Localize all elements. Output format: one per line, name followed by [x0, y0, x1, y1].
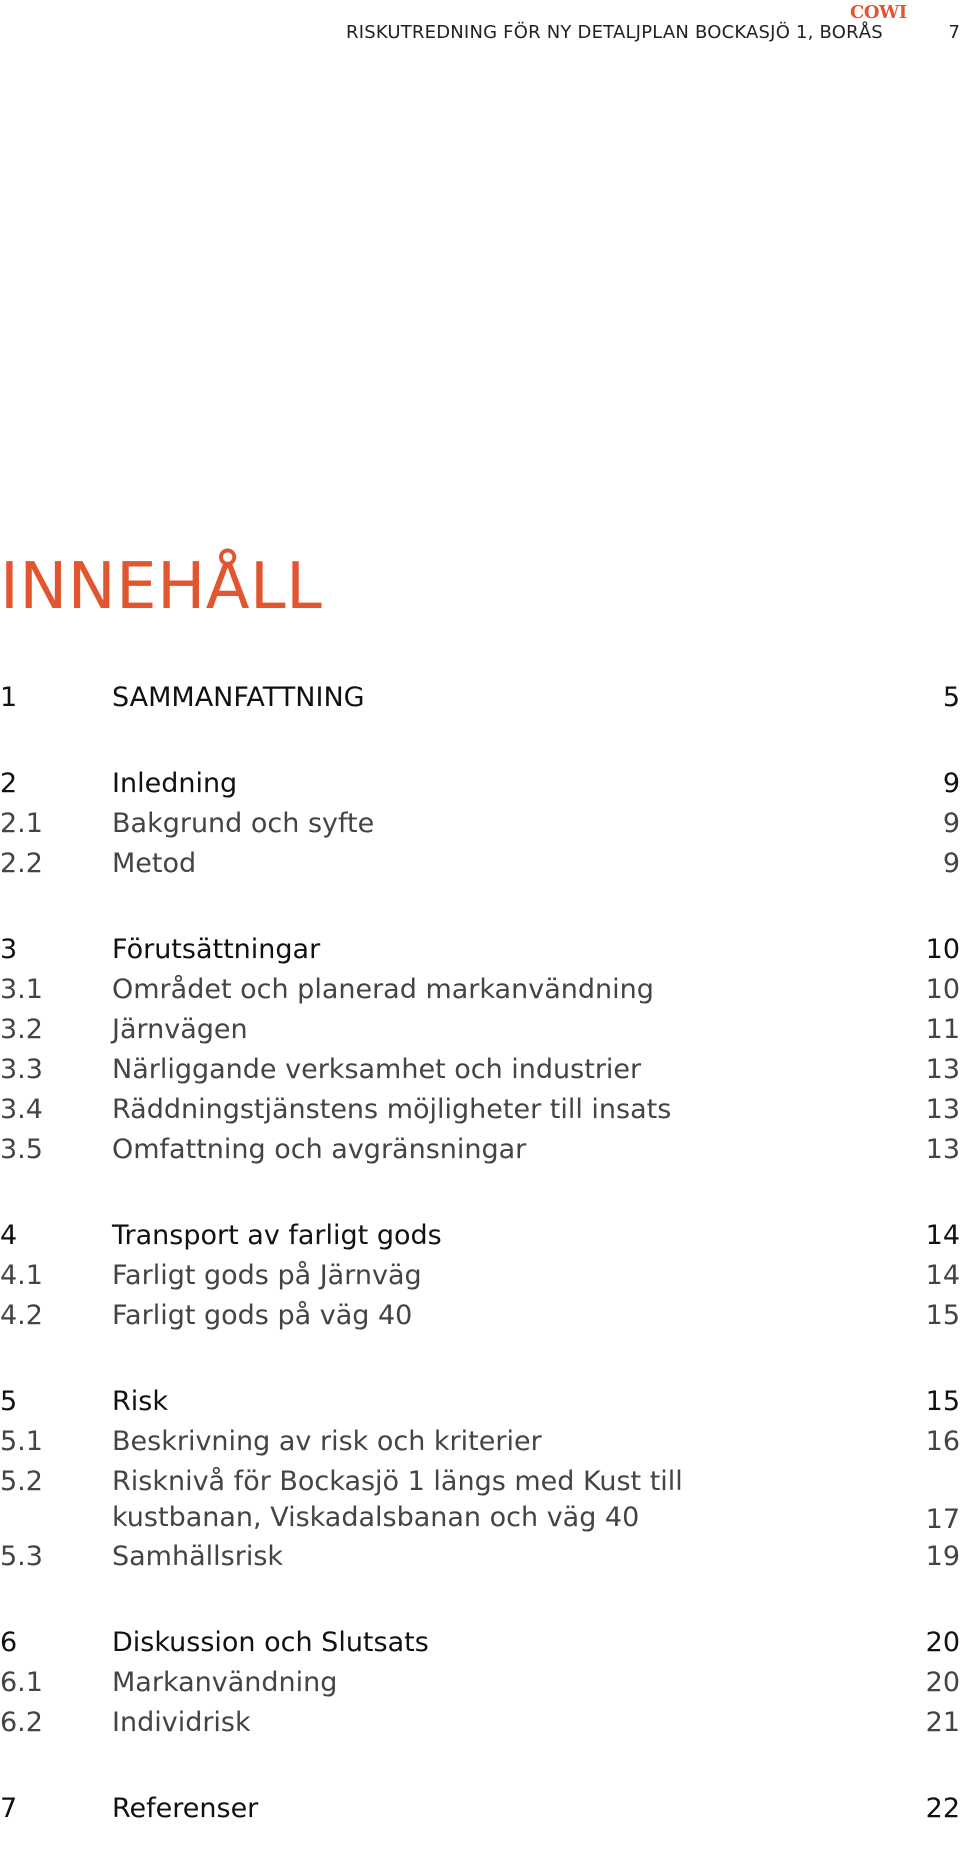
toc-entry-number: 1 — [0, 682, 18, 713]
toc-entry-label: Bakgrund och syfte — [112, 808, 375, 839]
toc-entry-number: 5.3 — [0, 1541, 43, 1572]
toc-entry-page: 11 — [925, 1014, 960, 1045]
toc-entry-number: 5.2 — [0, 1466, 43, 1497]
toc-entry-page: 15 — [925, 1386, 960, 1417]
toc-entry[interactable] — [0, 1256, 960, 1296]
toc-entry-label: Närliggande verksamhet och industrier — [112, 1054, 642, 1085]
toc-entry-page: 9 — [942, 848, 960, 879]
toc-entry-label: Området och planerad markanvändning — [112, 974, 654, 1005]
toc-entry[interactable] — [0, 1050, 960, 1090]
toc-entry[interactable] — [0, 1703, 960, 1743]
toc-entry-label: Risknivå för Bockasjö 1 längs med Kust till kustbanan, Viskadalsbanan och väg 40 — [112, 1466, 683, 1533]
toc-entry-label: Räddningstjänstens möjligheter till insats — [112, 1094, 672, 1125]
toc-entry-page: 21 — [925, 1707, 960, 1738]
toc-entry-label: Transport av farligt gods — [112, 1220, 442, 1251]
toc-entry[interactable] — [0, 930, 960, 970]
toc-entry-number: 3.4 — [0, 1094, 43, 1125]
toc-entry-page: 10 — [925, 974, 960, 1005]
toc-entry-number: 3 — [0, 934, 18, 965]
toc-entry-number: 7 — [0, 1793, 18, 1824]
toc-entry-page: 14 — [925, 1260, 960, 1291]
toc-entry-page: 22 — [925, 1793, 960, 1824]
toc-entry-page: 9 — [942, 768, 960, 799]
page-number: 7 — [948, 22, 960, 43]
table-of-contents — [0, 678, 960, 1875]
toc-entry[interactable] — [0, 678, 960, 718]
toc-section — [0, 1789, 960, 1829]
toc-entry-number: 2 — [0, 768, 18, 799]
toc-entry-page: 13 — [925, 1094, 960, 1125]
toc-entry-page: 5 — [942, 682, 960, 713]
toc-entry-page: 20 — [925, 1627, 960, 1658]
toc-entry-number: 5.1 — [0, 1426, 43, 1457]
toc-entry-page: 20 — [925, 1667, 960, 1698]
toc-entry-page: 17 — [925, 1504, 960, 1535]
toc-entry-label: Metod — [112, 848, 197, 879]
toc-entry[interactable] — [0, 1623, 960, 1663]
toc-entry-page: 13 — [925, 1134, 960, 1165]
toc-entry-page: 14 — [925, 1220, 960, 1251]
toc-section — [0, 1623, 960, 1743]
toc-entry-label: Omfattning och avgränsningar — [112, 1134, 527, 1165]
toc-entry-label: Referenser — [112, 1793, 259, 1824]
toc-entry-label: Farligt gods på Järnväg — [112, 1260, 422, 1291]
toc-section — [0, 1382, 960, 1577]
toc-heading: INNEHÅLL — [0, 550, 323, 624]
toc-entry[interactable] — [0, 1537, 960, 1577]
toc-entry-label: Järnvägen — [112, 1014, 248, 1045]
toc-entry[interactable] — [0, 844, 960, 884]
toc-entry[interactable] — [0, 1422, 960, 1462]
toc-entry[interactable] — [0, 1296, 960, 1336]
toc-entry[interactable] — [0, 1010, 960, 1050]
toc-entry[interactable] — [0, 1663, 960, 1703]
toc-entry-number: 6 — [0, 1627, 18, 1658]
toc-entry-number: 6.2 — [0, 1707, 43, 1738]
toc-entry-label: Förutsättningar — [112, 934, 321, 965]
toc-entry-label: Farligt gods på väg 40 — [112, 1300, 413, 1331]
toc-entry[interactable] — [0, 764, 960, 804]
toc-entry-number: 2.1 — [0, 808, 43, 839]
cowi-logo: COWI — [850, 2, 907, 23]
document-title: RISKUTREDNING FÖR NY DETALJPLAN BOCKASJÖ 1, BORÅS — [346, 22, 883, 43]
toc-entry-label: SAMMANFATTNING — [112, 682, 365, 713]
toc-entry-label: Markanvändning — [112, 1667, 338, 1698]
toc-entry-label: Individrisk — [112, 1707, 251, 1738]
toc-section — [0, 764, 960, 884]
toc-entry[interactable] — [0, 970, 960, 1010]
toc-entry-number: 6.1 — [0, 1667, 43, 1698]
toc-entry[interactable] — [0, 1216, 960, 1256]
toc-entry-number: 3.5 — [0, 1134, 43, 1165]
toc-entry-number: 4.1 — [0, 1260, 43, 1291]
toc-entry-number: 3.1 — [0, 974, 43, 1005]
toc-entry-label: Beskrivning av risk och kriterier — [112, 1426, 542, 1457]
toc-entry-page: 19 — [925, 1541, 960, 1572]
toc-entry-label: Risk — [112, 1386, 168, 1417]
toc-entry-number: 5 — [0, 1386, 18, 1417]
toc-entry-label: Samhällsrisk — [112, 1541, 284, 1572]
toc-entry-page: 10 — [925, 934, 960, 965]
toc-entry-label: Diskussion och Slutsats — [112, 1627, 429, 1658]
toc-section — [0, 678, 960, 718]
toc-entry-page: 16 — [925, 1426, 960, 1457]
toc-entry-number: 4.2 — [0, 1300, 43, 1331]
toc-entry-page: 15 — [925, 1300, 960, 1331]
toc-entry[interactable] — [0, 1789, 960, 1829]
toc-entry[interactable] — [0, 804, 960, 844]
toc-entry-page: 13 — [925, 1054, 960, 1085]
toc-entry-number: 4 — [0, 1220, 18, 1251]
toc-section — [0, 930, 960, 1170]
toc-entry-number: 3.2 — [0, 1014, 43, 1045]
toc-entry[interactable] — [0, 1382, 960, 1422]
toc-entry-number: 2.2 — [0, 848, 43, 879]
toc-entry-number: 3.3 — [0, 1054, 43, 1085]
toc-entry-page: 9 — [942, 808, 960, 839]
page-header — [0, 0, 960, 60]
toc-entry[interactable] — [0, 1090, 960, 1130]
toc-section — [0, 1216, 960, 1336]
toc-entry-label: Inledning — [112, 768, 238, 799]
toc-entry[interactable] — [0, 1462, 960, 1537]
toc-entry[interactable] — [0, 1130, 960, 1170]
